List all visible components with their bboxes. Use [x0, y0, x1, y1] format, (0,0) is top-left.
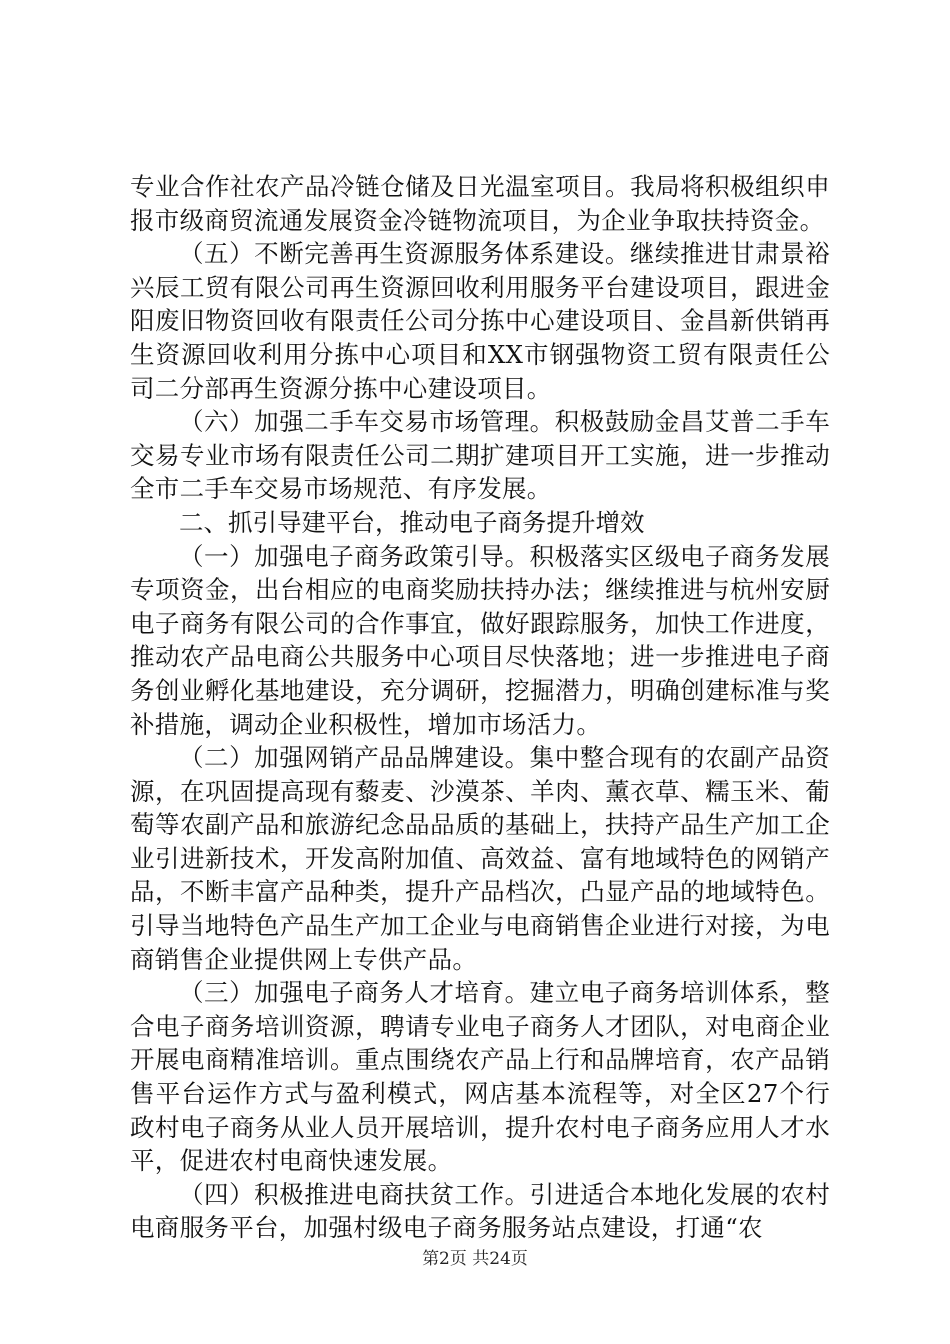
page-footer [0, 1244, 950, 1269]
paragraph-continuation: 专业合作社农产品冷链仓储及日光温室项目。我局将积极组织申报市级商贸流通发展资金冷链物流项目，为企业争取扶持资金。 [130, 172, 830, 235]
paragraph-item-1: （一）加强电子商务政策引导。积极落实区级电子商务发展专项资金，出台相应的电商奖励扶持办法；继续推进与杭州安厨电子商务有限公司的合作事宜，做好跟踪服务，加快工作进度，推动农产品电商公共服务中心项目尽快落地；进一步推进电子商务创业孵化基地建设，充分调研，挖掘潜力，明确创建标准与奖补措施，调动企业积极性，增加市场活力。 [130, 541, 830, 739]
paragraph-item-4: （四）积极推进电商扶贫工作。引进适合本地化发展的农村电商服务平台，加强村级电子商务服务站点建设，打通“农 [130, 1179, 830, 1243]
section-heading-2: 二、抓引导建平台，推动电子商务提升增效 [179, 507, 645, 537]
paragraph-item-6: （六）加强二手车交易市场管理。积极鼓励金昌艾普二手车交易专业市场有限责任公司二期扩建项目开工实施，进一步推动全市二手车交易市场规范、有序发展。 [130, 407, 830, 504]
document-body [130, 170, 830, 1245]
paragraph-item-5: （五）不断完善再生资源服务体系建设。继续推进甘肃景裕兴辰工贸有限公司再生资源回收利用服务平台建设项目，跟进金阳废旧物资回收有限责任公司分拣中心建设项目、金昌新供销再生资源回收利用分拣中心项目和XX市钢强物资工贸有限责任公司二分部再生资源分拣中心建设项目。 [130, 239, 830, 403]
paragraph-item-2: （二）加强网销产品品牌建设。集中整合现有的农副产品资源，在巩固提高现有藜麦、沙漠茶、羊肉、薰衣草、糯玉米、葡萄等农副产品和旅游纪念品品质的基础上，扶持产品生产加工企业引进新技术，开发高附加值、高效益、富有地域特色的网销产品，不断丰富产品种类，提升产品档次，凸显产品的地域特色。引导当地特色产品生产加工企业与电商销售企业进行对接，为电商销售企业提供网上专供产品。 [130, 743, 830, 974]
page-number-label: 第2页 共24页 [422, 1249, 528, 1269]
paragraph-item-3: （三）加强电子商务人才培育。建立电子商务培训体系，整合电子商务培训资源，聘请专业电子商务人才团队，对电商企业开展电商精准培训。重点围绕农产品上行和品牌培育，农产品销售平台运作方式与盈利模式，网店基本流程等，对全区27个行政村电子商务从业人员开展培训，提升农村电子商务应用人才水平，促进农村电商快速发展。 [130, 978, 830, 1176]
